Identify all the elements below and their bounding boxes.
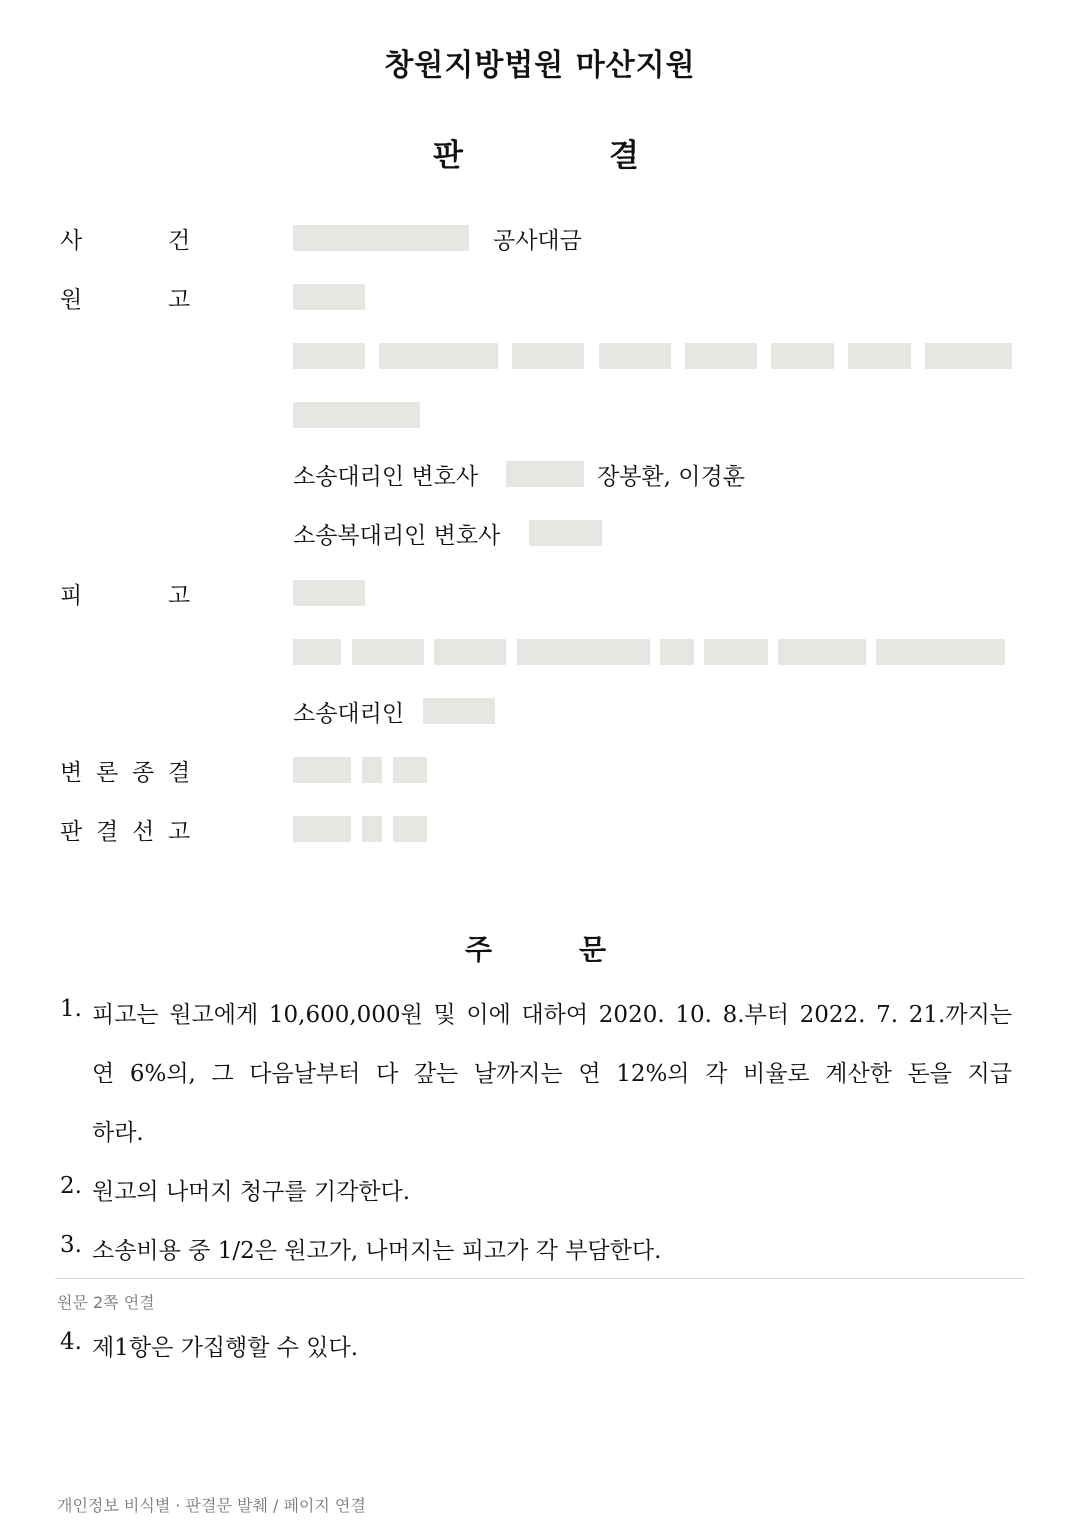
redaction-block xyxy=(293,402,420,428)
redaction-block xyxy=(352,639,424,665)
redaction-block xyxy=(771,343,834,369)
order-title-char: 문 xyxy=(579,933,607,966)
defendant-counsel-row xyxy=(0,695,1080,735)
label-char: 고 xyxy=(168,819,191,845)
order-item-number: 1. xyxy=(60,996,82,1022)
case-label xyxy=(60,222,200,262)
label-char: 고 xyxy=(168,583,191,609)
redaction-block xyxy=(293,343,365,369)
footer-note: 개인정보 비식별 · 판결문 발췌 / 페이지 연결 xyxy=(57,1496,366,1515)
sub-counsel-prefix: 소송복대리인 변호사 xyxy=(293,523,501,549)
counsel-prefix: 소송대리인 변호사 xyxy=(293,464,479,490)
defendant-counsel-prefix: 소송대리인 xyxy=(293,701,405,727)
redaction-block xyxy=(512,343,584,369)
redaction-block xyxy=(660,639,694,665)
order-item-number: 2. xyxy=(60,1173,82,1199)
document-title-char: 결 xyxy=(609,138,639,174)
redaction-block xyxy=(293,284,365,310)
counsel-names: 장봉환, 이경훈 xyxy=(597,464,745,490)
order-item-line: 소송비용 중 1/2은 원고가, 나머지는 피고가 각 부담한다. xyxy=(92,1238,662,1264)
redaction-block xyxy=(293,639,341,665)
plaintiff-sub-counsel-row xyxy=(0,517,1080,557)
redaction-block xyxy=(848,343,911,369)
redaction-block xyxy=(293,225,469,251)
plaintiff-address-row-2 xyxy=(0,399,1080,439)
redaction-block xyxy=(876,639,1005,665)
redaction-block xyxy=(293,816,351,842)
plaintiff-label xyxy=(60,281,200,321)
order-title xyxy=(0,928,1080,968)
closing-label xyxy=(60,754,200,794)
redaction-block xyxy=(506,461,584,487)
redaction-block xyxy=(293,580,365,606)
order-item-line: 하라. xyxy=(92,1120,144,1146)
document-title-char: 판 xyxy=(433,138,463,174)
sentencing-label xyxy=(60,813,200,853)
order-item-line: 원고의 나머지 청구를 기각한다. xyxy=(92,1179,411,1205)
redaction-block xyxy=(379,343,498,369)
page-continuation-note: 원문 2쪽 연결 xyxy=(57,1293,155,1312)
plaintiff-address-row xyxy=(0,340,1080,380)
court-name: 창원지방법원 마산지원 xyxy=(384,48,696,83)
document-title xyxy=(0,130,1080,174)
redaction-block xyxy=(925,343,1012,369)
label-char: 결 xyxy=(96,819,119,845)
defendant-label xyxy=(60,577,200,617)
redaction-block xyxy=(517,639,650,665)
redaction-block xyxy=(529,520,602,546)
label-char: 변 xyxy=(60,760,83,786)
plaintiff-counsel-row xyxy=(0,458,1080,498)
label-char: 종 xyxy=(132,760,155,786)
redaction-block xyxy=(393,816,427,842)
defendant-row xyxy=(0,577,1080,617)
redaction-block xyxy=(393,757,427,783)
redaction-block xyxy=(423,698,495,724)
order-item-line: 피고는 원고에게 10,600,000원 및 이에 대하여 2020. 10. 8.부터 2022. 7. 21.까지는 xyxy=(92,1002,1012,1028)
redaction-block xyxy=(685,343,757,369)
label-char: 선 xyxy=(132,819,155,845)
label-char: 판 xyxy=(60,819,83,845)
page-divider xyxy=(55,1278,1025,1279)
label-char: 사 xyxy=(60,228,83,254)
redaction-block xyxy=(362,816,382,842)
label-char: 론 xyxy=(96,760,119,786)
closing-row xyxy=(0,754,1080,794)
case-row xyxy=(0,222,1080,262)
order-item-number: 4. xyxy=(60,1329,82,1355)
redaction-block xyxy=(778,639,866,665)
redaction-block xyxy=(434,639,506,665)
label-char: 고 xyxy=(168,287,191,313)
redaction-block xyxy=(293,757,351,783)
label-char: 피 xyxy=(60,583,83,609)
case-name: 공사대금 xyxy=(493,228,582,254)
label-char: 건 xyxy=(168,228,191,254)
order-item-number: 3. xyxy=(60,1232,82,1258)
redaction-block xyxy=(362,757,382,783)
order-item-line: 제1항은 가집행할 수 있다. xyxy=(92,1335,359,1361)
order-title-char: 주 xyxy=(465,933,493,966)
redaction-block xyxy=(599,343,671,369)
label-char: 결 xyxy=(168,760,191,786)
redaction-block xyxy=(704,639,768,665)
sentencing-row xyxy=(0,813,1080,853)
label-char: 원 xyxy=(60,287,83,313)
order-item-line: 연 6%의, 그 다음날부터 다 갚는 날까지는 연 12%의 각 비율로 계산한 돈을 지급 xyxy=(92,1061,1012,1087)
defendant-address-row xyxy=(0,636,1080,676)
plaintiff-row xyxy=(0,281,1080,321)
